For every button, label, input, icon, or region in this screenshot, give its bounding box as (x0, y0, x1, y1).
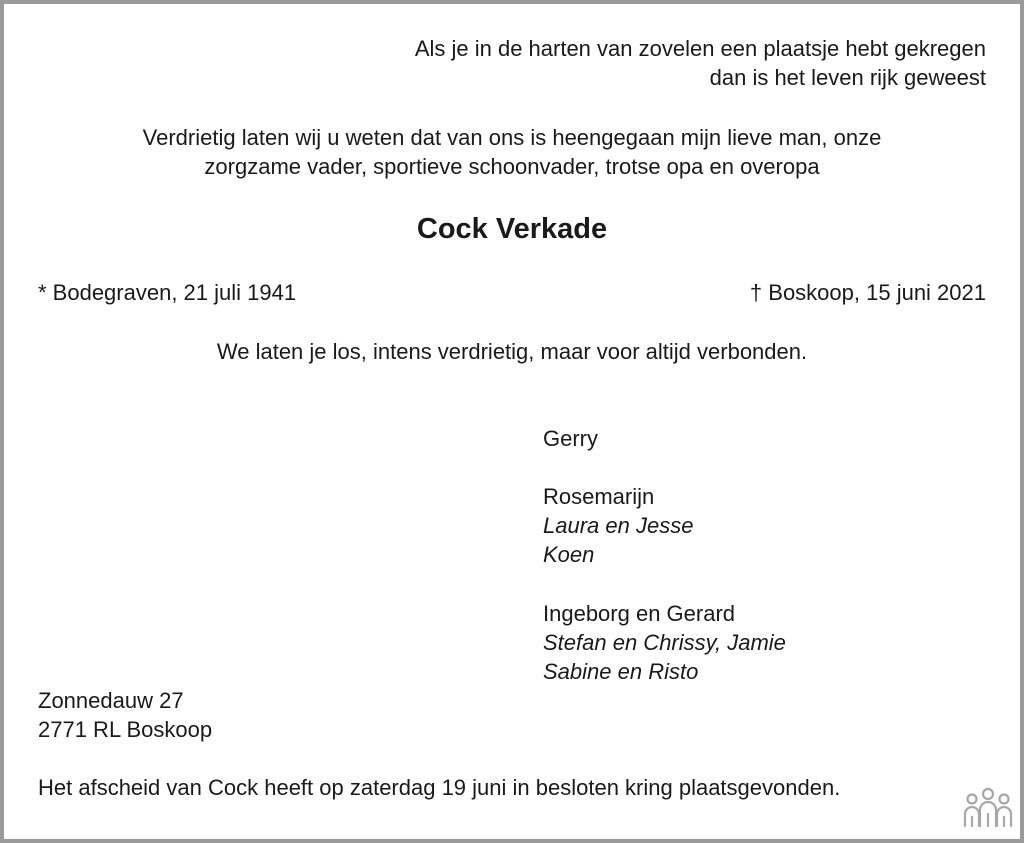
deceased-name: Cock Verkade (416, 213, 608, 245)
grandchild-name: Laura en Jesse (543, 513, 694, 538)
farewell-line: We laten je los, intens verdrietig, maar voor altijd verbonden. (216, 339, 808, 364)
family-logo-icon (962, 786, 1014, 830)
spouse-name: Gerry (543, 426, 598, 451)
birth-date: * Bodegraven, 21 juli 1941 (38, 280, 297, 305)
grandchild-name: Sabine en Risto (543, 659, 699, 684)
motto-line-2: dan is het leven rijk geweest (709, 65, 986, 90)
death-date: † Boskoop, 15 juni 2021 (749, 280, 986, 305)
address-street: Zonnedauw 27 (38, 688, 184, 713)
grandchild-name: Koen (543, 542, 595, 567)
announcement-line-2: zorgzame vader, sportieve schoonvader, trotse opa en overopa (204, 154, 820, 179)
motto-line-1: Als je in de harten van zovelen een plaatsje hebt gekregen (414, 36, 986, 61)
grandchild-name: Stefan en Chrissy, Jamie (543, 630, 786, 655)
announcement-line-1: Verdrietig laten wij u weten dat van ons is heengegaan mijn lieve man, onze (142, 125, 882, 150)
address-city: 2771 RL Boskoop (38, 717, 213, 742)
child-name: Ingeborg en Gerard (543, 601, 736, 626)
closing-line: Het afscheid van Cock heeft op zaterdag 19 juni in besloten kring plaatsgevonden. (38, 775, 841, 800)
child-name: Rosemarijn (543, 484, 655, 509)
